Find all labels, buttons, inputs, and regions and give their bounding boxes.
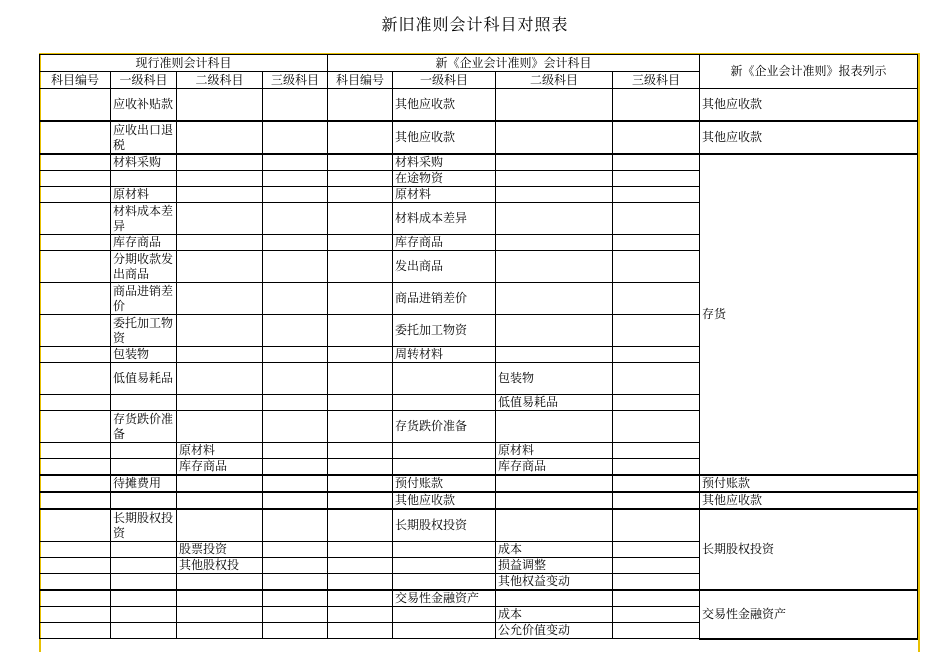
- cell-new-l2: [496, 315, 613, 347]
- cell-new-code: [328, 121, 393, 154]
- cell-new-l1: 发出商品: [393, 251, 496, 283]
- cell-old-l3: [263, 459, 328, 476]
- cell-old-l3: [263, 283, 328, 315]
- cell-new-l3: [613, 542, 700, 558]
- cell-old-l2: [177, 411, 263, 443]
- cell-new-l3: [613, 492, 700, 509]
- cell-old-l2: [177, 203, 263, 235]
- cell-old-l2: [177, 154, 263, 171]
- cell-old-l3: [263, 509, 328, 542]
- cell-new-l2: [496, 89, 613, 122]
- cell-new-l2: [496, 509, 613, 542]
- cell-old-l2: [177, 283, 263, 315]
- cell-old-code: [40, 251, 111, 283]
- cell-new-code: [328, 509, 393, 542]
- cell-old-l1: [111, 623, 177, 639]
- cell-old-l1: [111, 574, 177, 591]
- cell-old-code: [40, 590, 111, 607]
- cell-new-l2: [496, 475, 613, 492]
- table-row: [40, 492, 918, 509]
- cell-old-code: [40, 89, 111, 122]
- cell-report: 预付账款: [700, 475, 918, 492]
- cell-old-l2: [177, 121, 263, 154]
- mapping-table: [39, 54, 918, 640]
- table-row: [40, 121, 918, 154]
- cell-new-l3: [613, 171, 700, 187]
- cell-old-l1: [111, 542, 177, 558]
- cell-old-l1: 材料成本差异: [111, 203, 177, 235]
- cell-old-l2: [177, 347, 263, 363]
- page-title: 新旧准则会计科目对照表: [381, 15, 569, 34]
- group-header-report: 新《企业会计准则》报表列示: [700, 55, 918, 89]
- cell-new-l1: 预付账款: [393, 475, 496, 492]
- cell-new-l3: [613, 590, 700, 607]
- cell-old-l2: [177, 574, 263, 591]
- cell-new-l1: 材料采购: [393, 154, 496, 171]
- cell-new-code: [328, 154, 393, 171]
- cell-new-code: [328, 235, 393, 251]
- cell-new-l3: [613, 509, 700, 542]
- cell-new-l3: [613, 315, 700, 347]
- cell-new-l3: [613, 154, 700, 171]
- cell-new-l1: 周转材料: [393, 347, 496, 363]
- cell-new-l1: 在途物资: [393, 171, 496, 187]
- cell-new-l1: [393, 542, 496, 558]
- cell-old-l1: 分期收款发出商品: [111, 251, 177, 283]
- cell-new-l3: [613, 558, 700, 574]
- cell-new-l3: [613, 395, 700, 411]
- cell-old-l3: [263, 171, 328, 187]
- cell-new-l1: [393, 459, 496, 476]
- cell-new-l1: 库存商品: [393, 235, 496, 251]
- cell-old-code: [40, 623, 111, 639]
- cell-new-l1: [393, 574, 496, 591]
- cell-old-code: [40, 395, 111, 411]
- cell-new-l2: [496, 203, 613, 235]
- cell-new-l2: 低值易耗品: [496, 395, 613, 411]
- cell-new-l2: [496, 121, 613, 154]
- cell-report: 交易性金融资产: [700, 590, 918, 639]
- cell-old-l2: 原材料: [177, 443, 263, 459]
- cell-old-code: [40, 235, 111, 251]
- cell-new-code: [328, 623, 393, 639]
- cell-new-l2: 库存商品: [496, 459, 613, 476]
- cell-new-code: [328, 542, 393, 558]
- cell-old-l2: [177, 475, 263, 492]
- cell-new-l3: [613, 283, 700, 315]
- col-header-old-l2: 二级科目: [177, 72, 263, 89]
- cell-new-l2: 公允价值变动: [496, 623, 613, 639]
- cell-new-l2: 其他权益变动: [496, 574, 613, 591]
- col-header-old-l3: 三级科目: [263, 72, 328, 89]
- cell-new-l2: 成本: [496, 607, 613, 623]
- cell-new-l2: [496, 492, 613, 509]
- cell-old-l3: [263, 154, 328, 171]
- cell-new-l3: [613, 203, 700, 235]
- cell-new-l1: 原材料: [393, 187, 496, 203]
- cell-new-code: [328, 187, 393, 203]
- cell-old-l2: [177, 251, 263, 283]
- cell-new-l2: [496, 171, 613, 187]
- cell-old-l2: [177, 187, 263, 203]
- table-row: [40, 509, 918, 542]
- table-row: [40, 475, 918, 492]
- cell-old-l3: [263, 395, 328, 411]
- cell-old-l3: [263, 187, 328, 203]
- cell-old-l2: 库存商品: [177, 459, 263, 476]
- cell-old-l1: 商品进销差价: [111, 283, 177, 315]
- cell-new-l3: [613, 347, 700, 363]
- col-header-old-l1: 一级科目: [111, 72, 177, 89]
- cell-old-code: [40, 574, 111, 591]
- cell-new-code: [328, 590, 393, 607]
- cell-old-l1: [111, 492, 177, 509]
- group-header-old: 现行准则会计科目: [40, 55, 328, 72]
- cell-old-l1: [111, 443, 177, 459]
- cell-report: 其他应收款: [700, 89, 918, 122]
- cell-old-l1: [111, 558, 177, 574]
- cell-old-l2: [177, 492, 263, 509]
- col-header-old-code: 科目编号: [40, 72, 111, 89]
- cell-new-code: [328, 315, 393, 347]
- cell-old-l3: [263, 363, 328, 395]
- cell-new-l2: [496, 235, 613, 251]
- cell-new-l2: [496, 251, 613, 283]
- cell-old-l1: 存货跌价准备: [111, 411, 177, 443]
- cell-report: 其他应收款: [700, 121, 918, 154]
- cell-new-code: [328, 347, 393, 363]
- cell-old-l2: [177, 395, 263, 411]
- cell-old-code: [40, 187, 111, 203]
- cell-old-l1: [111, 395, 177, 411]
- cell-new-code: [328, 283, 393, 315]
- cell-old-l2: 股票投资: [177, 542, 263, 558]
- cell-old-l3: [263, 121, 328, 154]
- cell-old-code: [40, 558, 111, 574]
- cell-old-l3: [263, 475, 328, 492]
- cell-old-code: [40, 315, 111, 347]
- cell-new-l2: [496, 590, 613, 607]
- cell-new-l3: [613, 187, 700, 203]
- cell-old-l3: [263, 315, 328, 347]
- cell-new-code: [328, 558, 393, 574]
- cell-old-l1: 长期股权投资: [111, 509, 177, 542]
- cell-new-l1: [393, 443, 496, 459]
- cell-report: 长期股权投资: [700, 509, 918, 590]
- cell-old-l3: [263, 542, 328, 558]
- cell-old-code: [40, 443, 111, 459]
- col-header-new-l1: 一级科目: [393, 72, 496, 89]
- cell-old-l2: [177, 171, 263, 187]
- cell-new-code: [328, 475, 393, 492]
- cell-new-l3: [613, 411, 700, 443]
- cell-new-l1: [393, 558, 496, 574]
- cell-old-code: [40, 171, 111, 187]
- cell-old-l2: [177, 89, 263, 122]
- cell-old-l1: 库存商品: [111, 235, 177, 251]
- cell-old-code: [40, 363, 111, 395]
- cell-new-l3: [613, 363, 700, 395]
- cell-new-l1: 其他应收款: [393, 492, 496, 509]
- cell-new-code: [328, 607, 393, 623]
- cell-old-l2: [177, 235, 263, 251]
- cell-new-code: [328, 459, 393, 476]
- cell-new-code: [328, 89, 393, 122]
- cell-report: 其他应收款: [700, 492, 918, 509]
- cell-old-l1: 委托加工物资: [111, 315, 177, 347]
- cell-old-l1: 原材料: [111, 187, 177, 203]
- cell-report: 存货: [700, 154, 918, 475]
- cell-new-l2: 原材料: [496, 443, 613, 459]
- cell-old-l3: [263, 443, 328, 459]
- cell-new-l1: 交易性金融资产: [393, 590, 496, 607]
- cell-new-l3: [613, 235, 700, 251]
- cell-new-l1: 材料成本差异: [393, 203, 496, 235]
- group-header-new: 新《企业会计准则》会计科目: [328, 55, 700, 72]
- cell-old-l3: [263, 607, 328, 623]
- cell-new-code: [328, 574, 393, 591]
- cell-old-l1: [111, 171, 177, 187]
- cell-new-l3: [613, 623, 700, 639]
- cell-new-l1: 其他应收款: [393, 89, 496, 122]
- cell-old-code: [40, 283, 111, 315]
- cell-new-l3: [613, 607, 700, 623]
- cell-new-code: [328, 443, 393, 459]
- cell-old-code: [40, 542, 111, 558]
- cell-old-code: [40, 154, 111, 171]
- cell-old-l3: [263, 251, 328, 283]
- cell-old-l3: [263, 574, 328, 591]
- cell-old-l3: [263, 235, 328, 251]
- cell-new-l1: 存货跌价准备: [393, 411, 496, 443]
- cell-new-code: [328, 203, 393, 235]
- cell-old-l1: 低值易耗品: [111, 363, 177, 395]
- cell-new-code: [328, 363, 393, 395]
- cell-old-code: [40, 347, 111, 363]
- table-row: [40, 89, 918, 122]
- cell-new-l1: 商品进销差价: [393, 283, 496, 315]
- cell-old-l3: [263, 203, 328, 235]
- cell-old-code: [40, 492, 111, 509]
- cell-new-l2: 损益调整: [496, 558, 613, 574]
- cell-old-l1: 材料采购: [111, 154, 177, 171]
- cell-new-code: [328, 395, 393, 411]
- cell-new-l3: [613, 251, 700, 283]
- cell-old-l2: [177, 623, 263, 639]
- table-row: [40, 154, 918, 171]
- cell-old-l3: [263, 411, 328, 443]
- cell-new-l1: 其他应收款: [393, 121, 496, 154]
- cell-old-l1: 应收出口退税: [111, 121, 177, 154]
- cell-old-code: [40, 607, 111, 623]
- cell-new-l1: 长期股权投资: [393, 509, 496, 542]
- cell-new-l2: [496, 187, 613, 203]
- cell-old-l2: 其他股权投: [177, 558, 263, 574]
- cell-new-l1: 委托加工物资: [393, 315, 496, 347]
- cell-new-l3: [613, 443, 700, 459]
- col-header-new-code: 科目编号: [328, 72, 393, 89]
- cell-new-l2: [496, 283, 613, 315]
- cell-old-l3: [263, 347, 328, 363]
- cell-old-code: [40, 121, 111, 154]
- cell-old-l3: [263, 492, 328, 509]
- cell-old-code: [40, 459, 111, 476]
- table-row: [40, 590, 918, 607]
- cell-new-code: [328, 411, 393, 443]
- cell-old-l1: [111, 459, 177, 476]
- cell-old-code: [40, 475, 111, 492]
- cell-new-l1: [393, 623, 496, 639]
- cell-old-l2: [177, 363, 263, 395]
- cell-new-l1: [393, 395, 496, 411]
- cell-new-l2: [496, 347, 613, 363]
- cell-new-l2: 成本: [496, 542, 613, 558]
- cell-old-code: [40, 509, 111, 542]
- cell-old-l1: 待摊费用: [111, 475, 177, 492]
- cell-new-l2: 包装物: [496, 363, 613, 395]
- cell-new-code: [328, 251, 393, 283]
- cell-new-code: [328, 171, 393, 187]
- cell-new-l2: [496, 411, 613, 443]
- cell-new-l2: [496, 154, 613, 171]
- cell-old-l2: [177, 590, 263, 607]
- cell-new-l3: [613, 475, 700, 492]
- cell-old-l3: [263, 558, 328, 574]
- cell-old-l2: [177, 607, 263, 623]
- col-header-new-l3: 三级科目: [613, 72, 700, 89]
- cell-new-l3: [613, 121, 700, 154]
- cell-new-l3: [613, 459, 700, 476]
- cell-old-l2: [177, 315, 263, 347]
- cell-new-l3: [613, 89, 700, 122]
- cell-old-code: [40, 203, 111, 235]
- cell-old-l1: [111, 607, 177, 623]
- cell-old-l1: 应收补贴款: [111, 89, 177, 122]
- cell-old-l1: [111, 590, 177, 607]
- cell-new-l1: [393, 363, 496, 395]
- cell-new-code: [328, 492, 393, 509]
- cell-old-l3: [263, 590, 328, 607]
- cell-old-code: [40, 411, 111, 443]
- cell-old-l1: 包装物: [111, 347, 177, 363]
- cell-new-l3: [613, 574, 700, 591]
- col-header-new-l2: 二级科目: [496, 72, 613, 89]
- cell-old-l3: [263, 623, 328, 639]
- cell-old-l3: [263, 89, 328, 122]
- cell-new-l1: [393, 607, 496, 623]
- cell-old-l2: [177, 509, 263, 542]
